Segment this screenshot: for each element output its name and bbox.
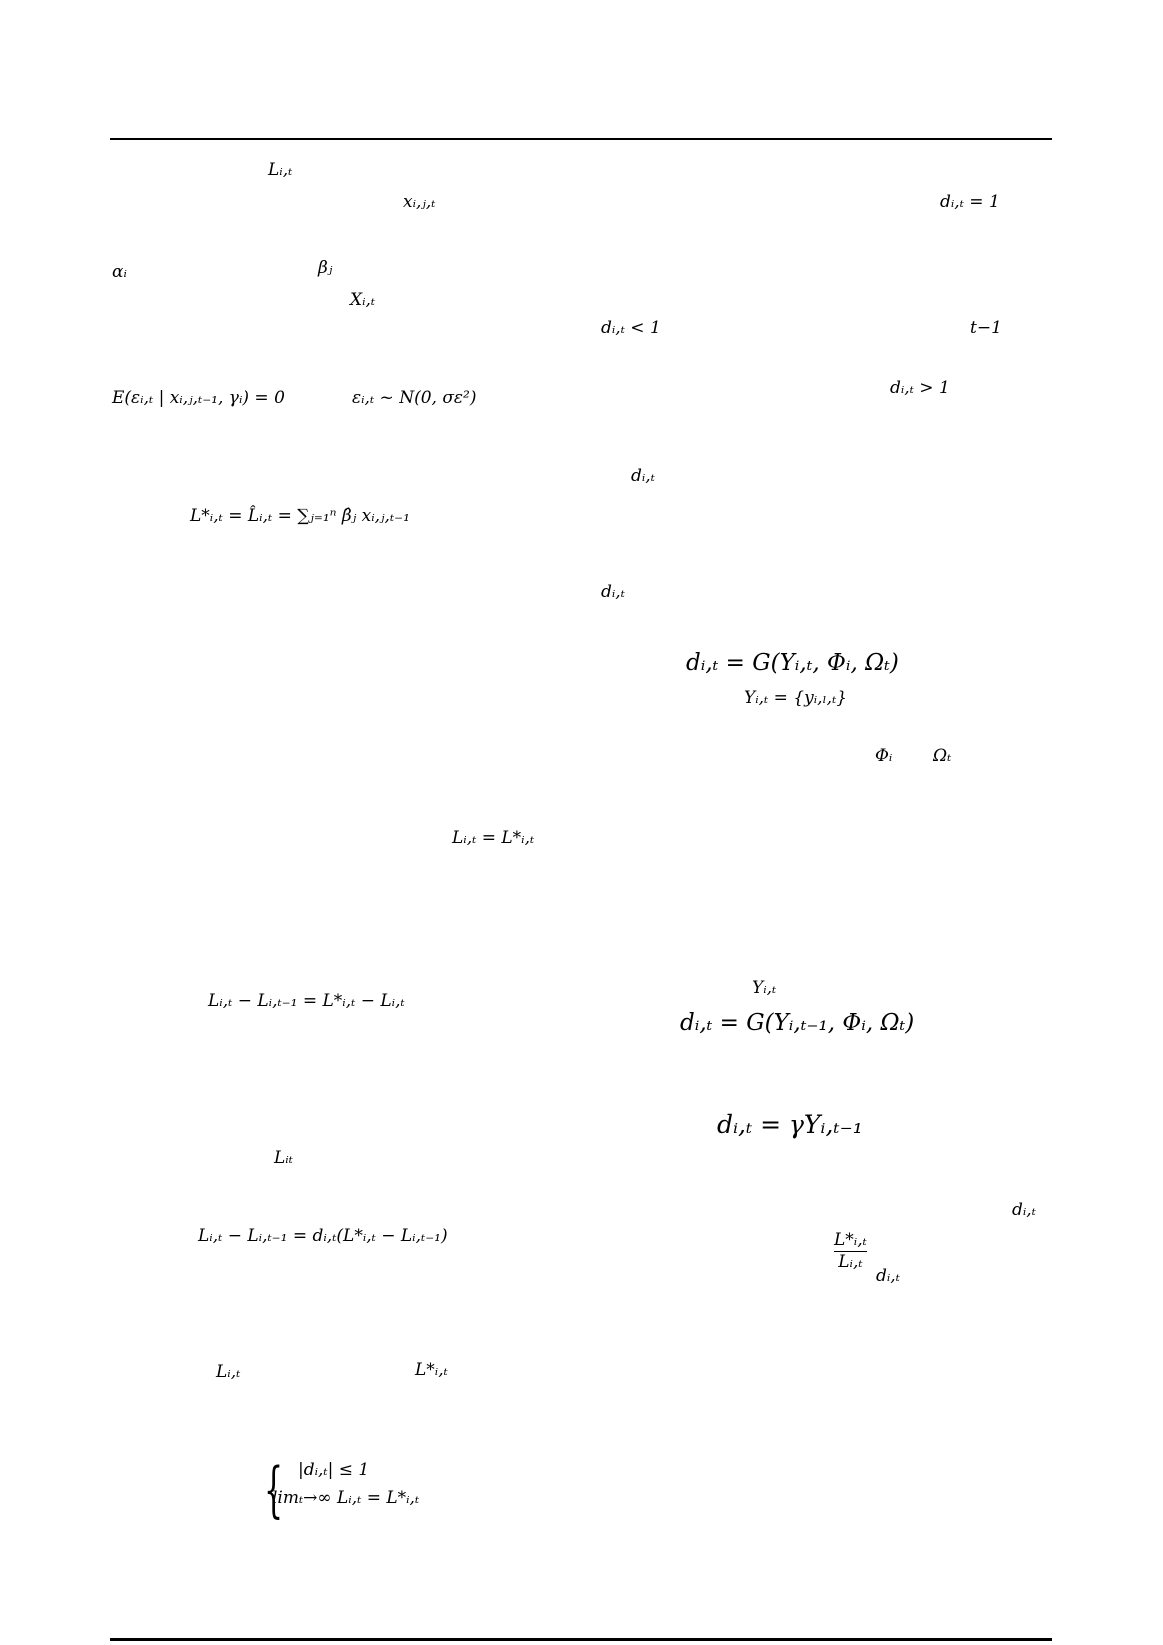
ratio-numerator: L*ᵢ,ₜ — [834, 1230, 867, 1250]
formula-expectation: E(εᵢ,ₜ | xᵢ,ⱼ,ₜ₋₁, γᵢ) = 0 — [112, 388, 285, 408]
formula-t-minus-1: t−1 — [970, 318, 1002, 338]
convergence-limit: limₜ→∞ Lᵢ,ₜ = L*ᵢ,ₜ — [272, 1488, 420, 1508]
formula-d-it-a: dᵢ,ₜ — [631, 466, 655, 486]
formula-x-ijt: xᵢ,ⱼ,ₜ — [403, 192, 436, 212]
formula-partial-adjustment: Lᵢ,ₜ − Lᵢ,ₜ₋₁ = dᵢ,ₜ(L*ᵢ,ₜ − Lᵢ,ₜ₋₁) — [198, 1226, 448, 1246]
formula-d-G-Y: dᵢ,ₜ = G(Yᵢ,ₜ, Φᵢ, Ωₜ) — [686, 650, 899, 676]
left-brace: { — [264, 1455, 284, 1525]
formula-d-lt-1: dᵢ,ₜ < 1 — [601, 318, 661, 338]
formula-d-eq-1: dᵢ,ₜ = 1 — [940, 192, 1000, 212]
formula-d-gamma: dᵢ,ₜ = γYᵢ,ₜ₋₁ — [717, 1110, 863, 1139]
formula-Phi-i: Φᵢ — [875, 746, 893, 766]
formula-beta-j: βⱼ — [318, 258, 333, 278]
formula-X-it: Xᵢ,ₜ — [350, 290, 376, 310]
formula-alpha-i: αᵢ — [112, 262, 127, 282]
formula-d-gt-1: dᵢ,ₜ > 1 — [890, 378, 950, 398]
formula-L-it-b: Lᵢₜ — [274, 1148, 293, 1168]
formula-ratio — [834, 1232, 867, 1271]
ratio-denominator: Lᵢ,ₜ — [838, 1252, 863, 1272]
formula-eps-dist: εᵢ,ₜ ~ N(0, σε²) — [352, 388, 477, 408]
formula-d-it-b: dᵢ,ₜ — [601, 582, 625, 602]
formula-Lstar-it: L*ᵢ,ₜ — [415, 1360, 448, 1380]
formula-L-eq-Lstar: Lᵢ,ₜ = L*ᵢ,ₜ — [452, 828, 535, 848]
footer-rule — [110, 1638, 1052, 1641]
header-rule — [110, 138, 1052, 140]
formula-Y-it: Yᵢ,ₜ — [752, 978, 777, 998]
formula-d-G-Ylag: dᵢ,ₜ = G(Yᵢ,ₜ₋₁, Φᵢ, Ωₜ) — [680, 1010, 915, 1036]
formula-d-it-c: dᵢ,ₜ — [1012, 1200, 1036, 1220]
formula-Y-def: Yᵢ,ₜ = {yᵢ,ₗ,ₜ} — [744, 688, 848, 708]
formula-L-it: Lᵢ,ₜ — [268, 160, 293, 180]
formula-Omega-t: Ωₜ — [933, 746, 952, 766]
formula-diff-eq: Lᵢ,ₜ − Lᵢ,ₜ₋₁ = L*ᵢ,ₜ − Lᵢ,ₜ — [208, 991, 405, 1011]
formula-convergence-system — [264, 1455, 444, 1525]
formula-d-it-d: dᵢ,ₜ — [876, 1266, 900, 1286]
formula-L-it-c: Lᵢ,ₜ — [216, 1362, 241, 1382]
formula-Lstar-estimate: L*ᵢ,ₜ = L̂ᵢ,ₜ = ∑ⱼ₌₁ⁿ β̂ⱼ xᵢ,ⱼ,ₜ₋₁ — [190, 506, 410, 526]
convergence-condition: |dᵢ,ₜ| ≤ 1 — [298, 1460, 370, 1480]
